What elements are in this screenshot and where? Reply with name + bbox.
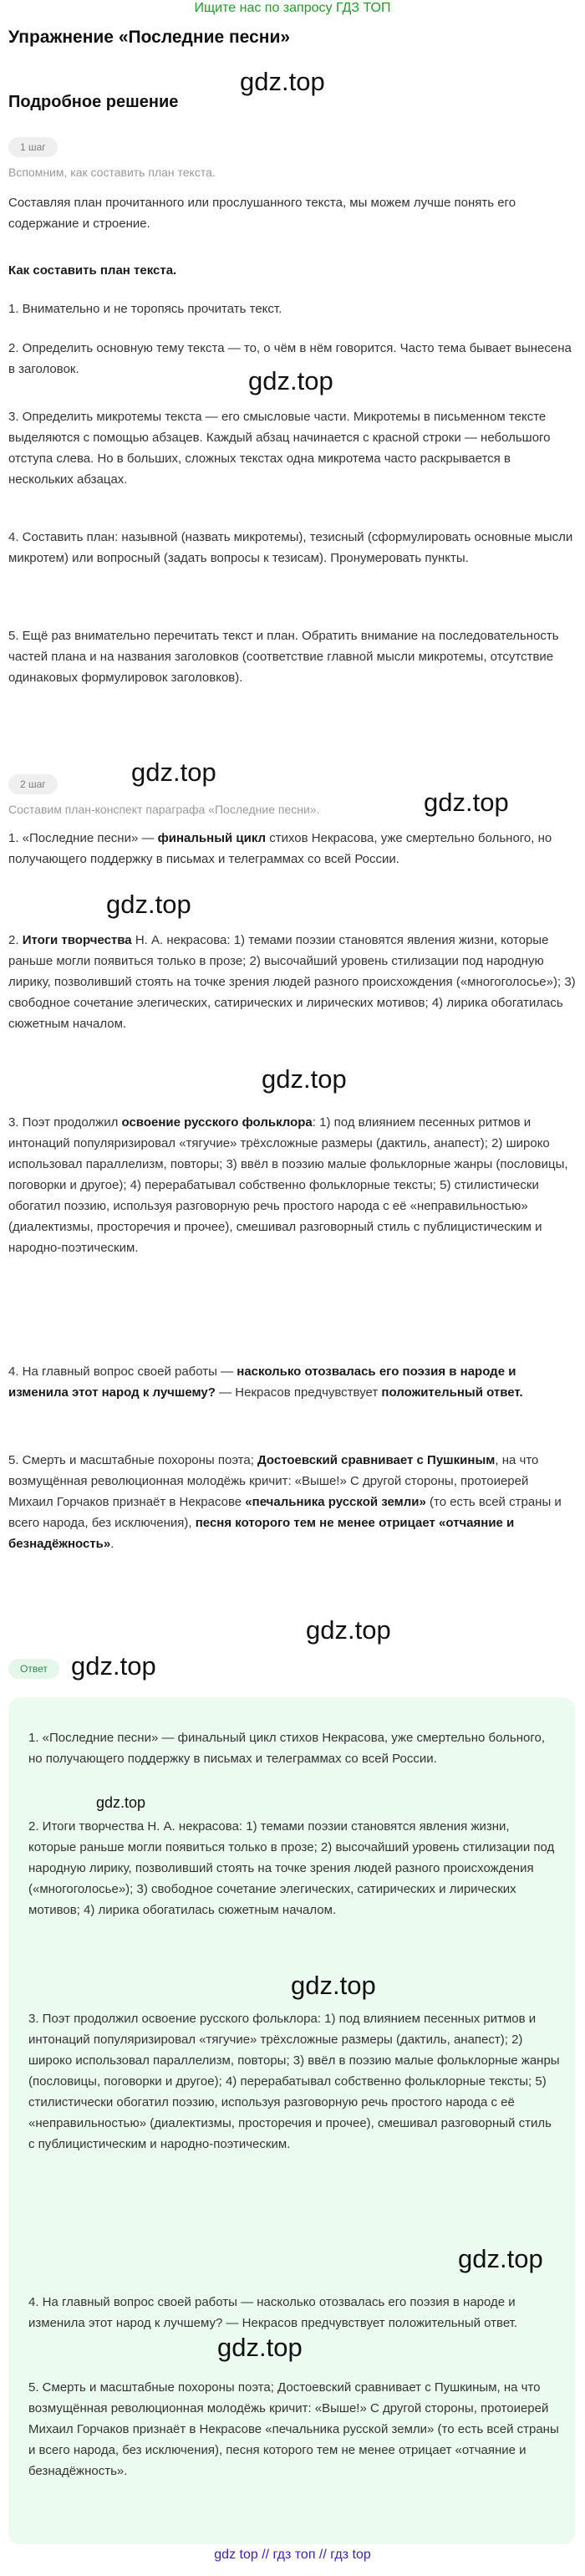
- watermark: gdz.top: [458, 2244, 543, 2273]
- paragraph: 5. Ещё раз внимательно перечитать текст и план. Обратить внимание на последовательность частей плана и на названия заголовков (соответствие главной мысли микротемы, отсутствие одинаковых формулировок заголовков).: [8, 629, 559, 685]
- step-badge: 2 шаг: [8, 774, 58, 794]
- paragraph: 2. Определить основную тему текста — то, о чём в нём говорится. Часто тема бывает вынесена в заголовок.: [8, 341, 572, 376]
- answer-item: 2. Итоги творчества Н. А. некрасова: 1) темами поэзии становятся явления жизни, которые раньше могли появиться только в прозе; 2) высочайший уровень стилизации под народную лирику, позволивший стоять на точке зрения людей разного происхождения («многоголосье»); 3) свободное сочетание элегических, сатирических и лирических мотивов; 4) лирика обогатилась сюжетным началом.: [28, 1819, 555, 1917]
- plan-item: 5. Смерть и масштабные похороны поэта; Достоевский сравнивает с Пушкиным, на что возмущённая революционная молодёжь кричит: «Выше!» С другой стороны, протоиерей Михаил Горчаков признаёт в Некрасове «печальника русской земли» (то есть всей страны и всего народа, без исключения), песня которого тем не менее отрицает «отчаяние и безнадёжность».: [8, 1453, 562, 1551]
- watermark: gdz.top: [291, 1971, 376, 2000]
- paragraph: 3. Определить микротемы текста — его смысловые части. Микротемы в письменном тексте выделяются с помощью абзацев. Каждый абзац начинается с красной строки — небольшого отступа слева. Но в больших, сложных текстах одна микротема часто раскрывается в нескольких абзацах.: [8, 410, 551, 487]
- watermark: gdz.top: [106, 890, 191, 919]
- watermark: gdz.top: [240, 67, 325, 96]
- top-search-banner[interactable]: Ищите нас по запросу ГДЗ ТОП: [194, 1, 391, 15]
- plan-item: 3. Поэт продолжил освоение русского фольклора: 1) под влиянием песенных ритмов и интонаций популяризировал «тягучие» трёхсложные размеры (дактиль, анапест); 2) широко использовал параллелизм, повторы; 3) ввёл в поэзию малые фольклорные жанры (пословицы, поговорки и другое); 4) перерабатывал собственно фольклорные тексты; 5) стилистически обогатил поэзию, используя разговорную речь простого народа с её «неправильностью» (диалектизмы, просторечия и прочее), смешивал разговорный стиль с публицистическим и народно-поэтическим.: [8, 1115, 568, 1255]
- plan-item: 1. «Последние песни» — финальный цикл стихов Некрасова, уже смертельно больного, но получающего поддержку в письмах и телеграммах со всей России.: [8, 831, 552, 866]
- watermark: gdz.top: [248, 366, 333, 395]
- paragraph: 4. Составить план: назывной (назвать микротемы), тезисный (сформулировать основные мысли микротем) или вопросный (задать вопросы к тезисам). Пронумеровать пункты.: [8, 530, 573, 565]
- answer-badge: Ответ: [8, 1659, 59, 1679]
- watermark: gdz.top: [217, 2333, 303, 2362]
- watermark: gdz.top: [96, 1794, 146, 1811]
- watermark: gdz.top: [262, 1064, 347, 1094]
- watermark: gdz.top: [424, 788, 509, 817]
- plan-item: 2. Итоги творчества Н. А. некрасова: 1) темами поэзии становятся явления жизни, которые раньше могли появиться только в прозе; 2) высочайший уровень стилизации под народную лирику, позволивший стоять на точке зрения людей разного происхождения («многоголосье»); 3) свободное сочетание элегических, сатирических и лирических мотивов; 4) лирика обогатилась сюжетным началом.: [8, 933, 576, 1031]
- answer-item: 1. «Последние песни» — финальный цикл стихов Некрасова, уже смертельно больного, но получающего поддержку в письмах и телеграммах со всей России.: [28, 1731, 545, 1766]
- step-intro: Вспомним, как составить план текста.: [8, 166, 216, 179]
- section-subtitle: Подробное решение: [8, 93, 179, 111]
- step-badge: 1 шаг: [8, 137, 58, 157]
- page-title: Упражнение «Последние песни»: [8, 28, 291, 47]
- paragraph-heading: Как составить план текста.: [8, 263, 177, 278]
- paragraph: 1. Внимательно и не торопясь прочитать текст.: [8, 302, 282, 316]
- watermark: gdz.top: [131, 757, 216, 787]
- answer-item: 3. Поэт продолжил освоение русского фольклора: 1) под влиянием песенных ритмов и интонаций популяризировал «тягучие» трёхсложные размеры (дактиль, анапест); 2) широко использовал параллелизм, повторы; 3) ввёл в поэзию малые фольклорные жанры (пословицы, поговорки и другое); 4) перерабатывал собственно фольклорные тексты; 5) стилистически обогатил поэзию, используя разговорную речь простого народа с её «неправильностью» (диалектизмы, просторечия и прочее), смешивал разговорный стиль с публицистическим и народно-поэтическим.: [28, 2012, 560, 2151]
- answer-item: 4. На главный вопрос своей работы — насколько отозвалась его поэзия в народе и изменила этот народ к лучшему? — Некрасов предчувствует положительный ответ.: [28, 2295, 518, 2330]
- paragraph: Составляя план прочитанного или прослушанного текста, мы можем лучше понять его содержание и строение.: [8, 196, 516, 231]
- watermark: gdz.top: [306, 1615, 391, 1645]
- step-intro: Составим план-конспект параграфа «Последние песни».: [8, 803, 320, 816]
- answer-item: 5. Смерть и масштабные похороны поэта; Достоевский сравнивает с Пушкиным, на что возмущённая революционная молодёжь кричит: «Выше!» С другой стороны, протоиерей Михаил Горчаков признаёт в Некрасове «печальника русской земли» (то есть всей страны и всего народа, без исключения), песня которого тем не менее отрицает «отчаяние и безнадёжность».: [28, 2380, 559, 2478]
- plan-item: 4. На главный вопрос своей работы — насколько отозвалась его поэзия в народе и изменила этот народ к лучшему? — Некрасов предчувствует положительный ответ.: [8, 1365, 523, 1400]
- watermark: gdz.top: [71, 1651, 156, 1681]
- footer-links[interactable]: gdz top // гдз топ // гдз top: [214, 2548, 371, 2562]
